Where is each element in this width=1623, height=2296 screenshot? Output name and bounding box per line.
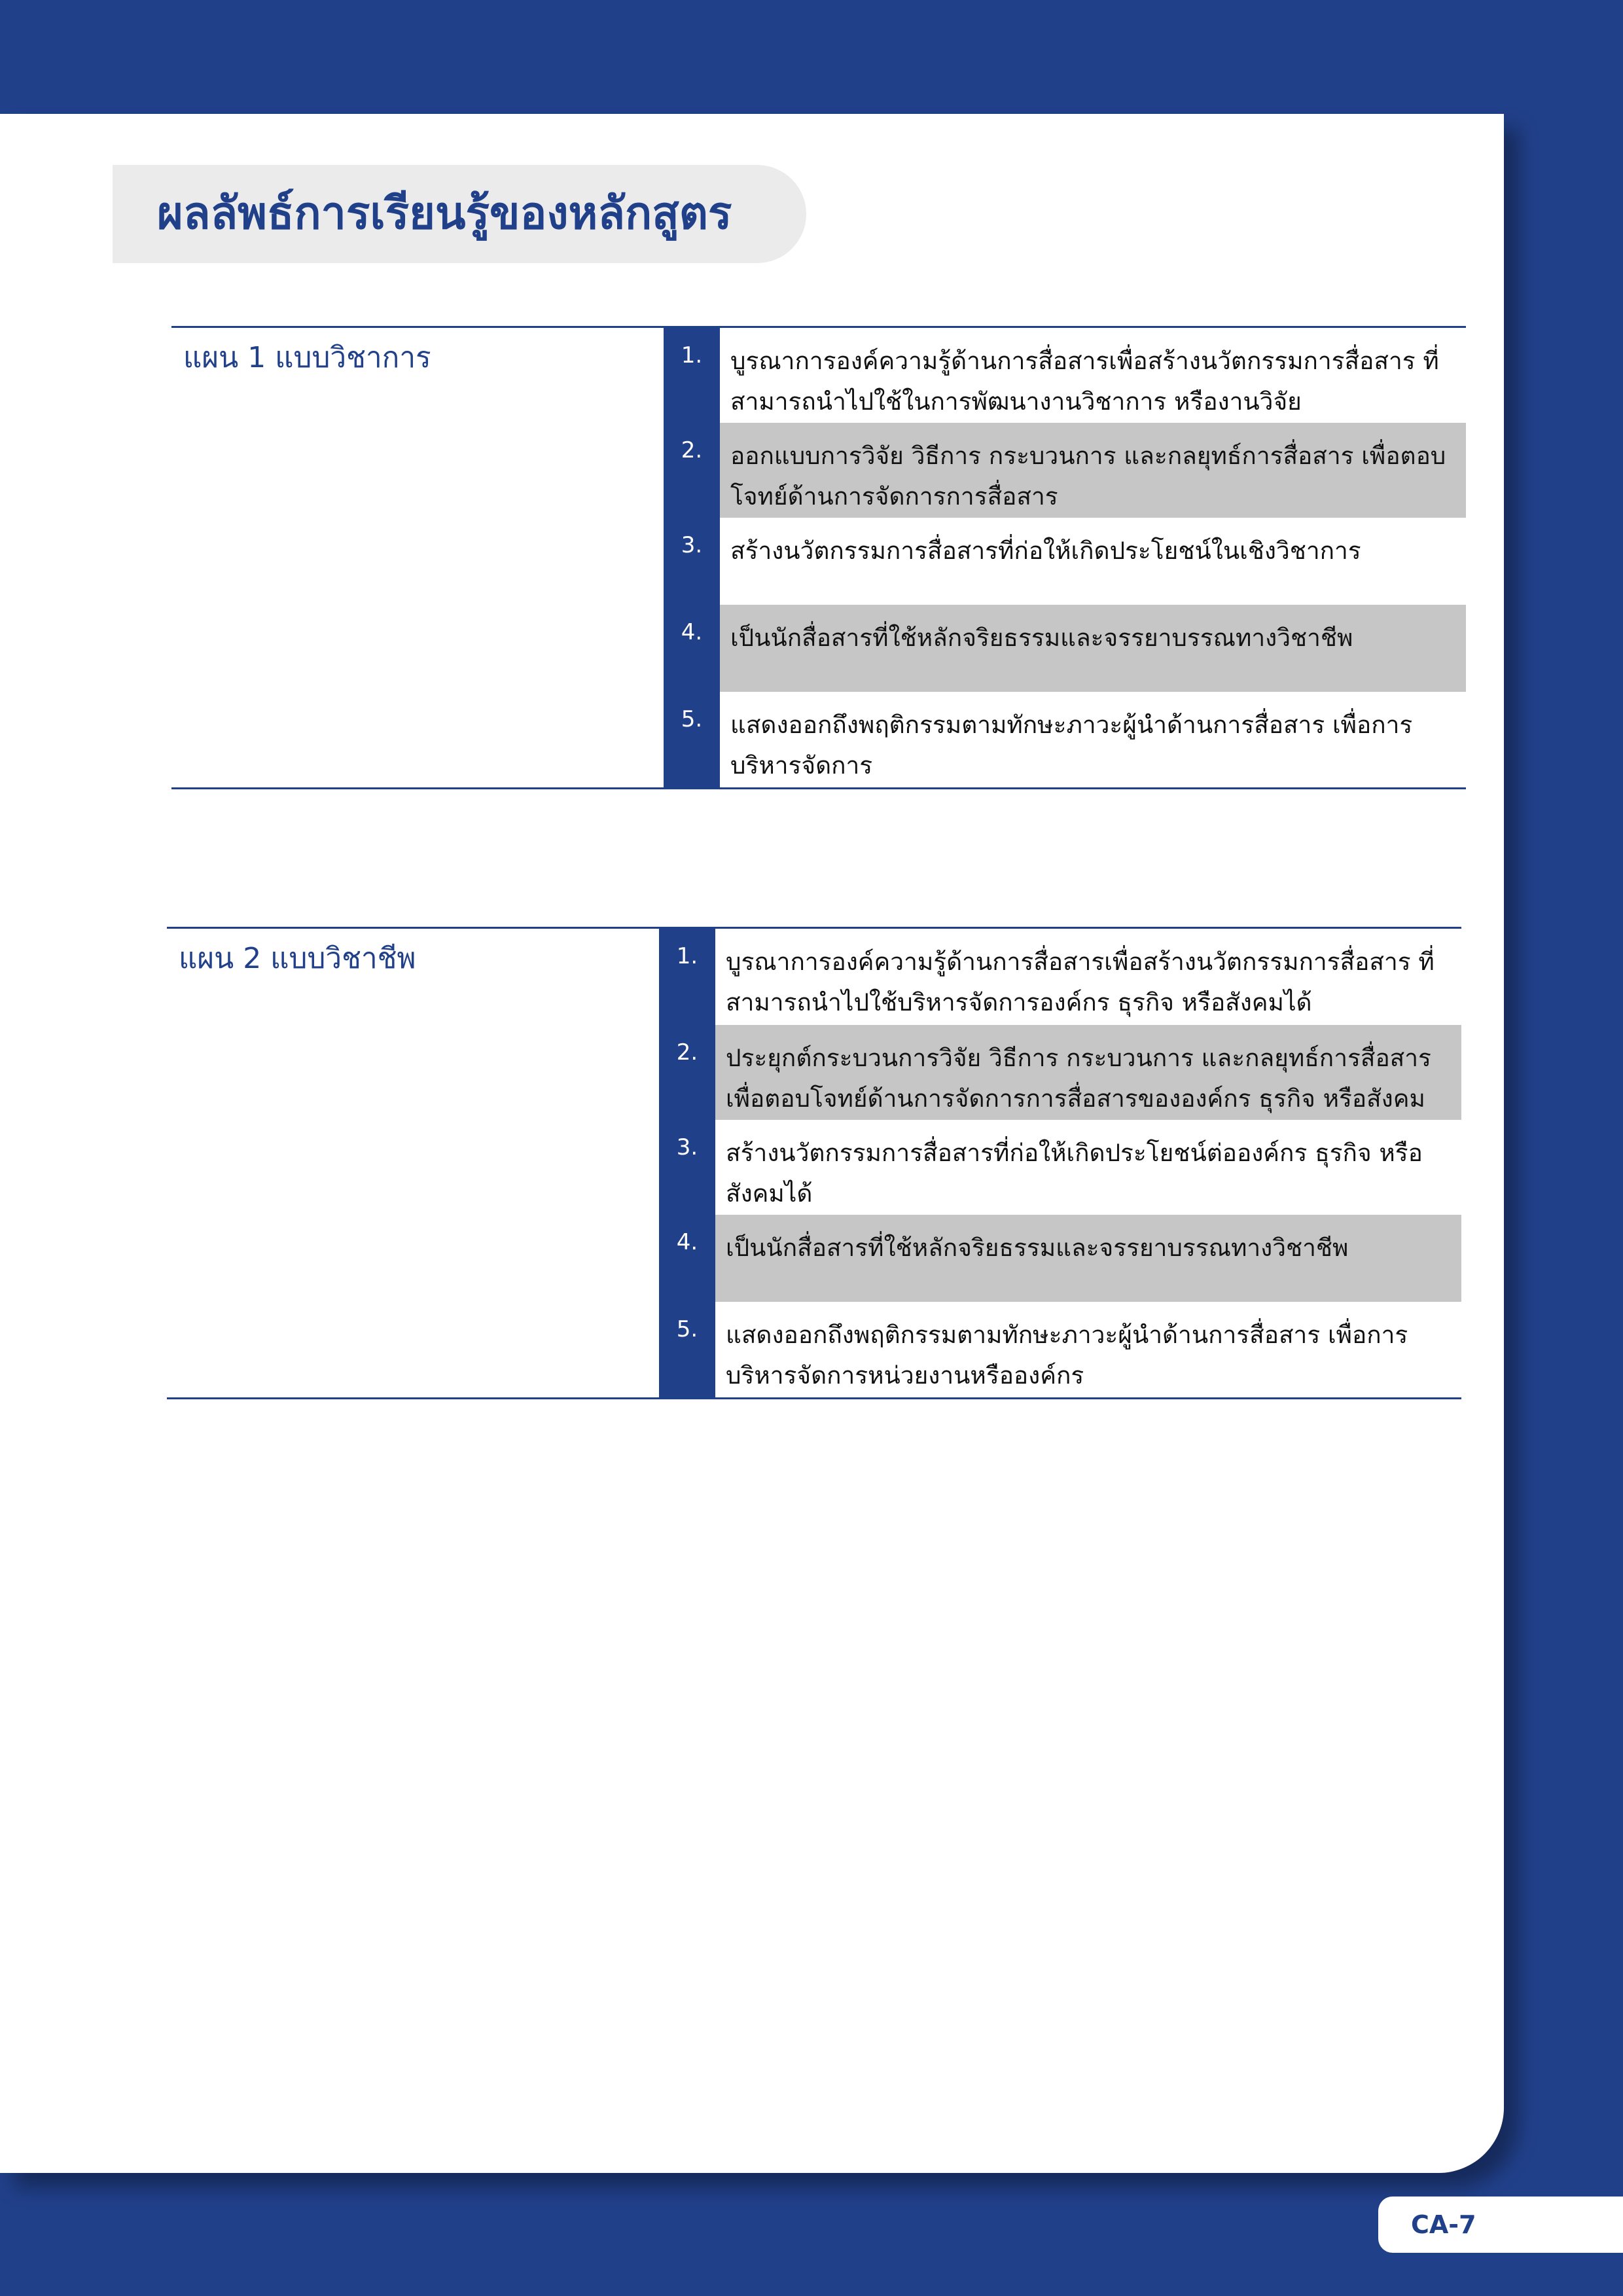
list-item (659, 1215, 1461, 1302)
item-number: 3. (676, 1134, 698, 1160)
item-text: แสดงออกถึงพฤติกรรมตามทักษะภาวะผู้นำด้านการสื่อสาร เพื่อการ บริหารจัดการหน่วยงานหรือองค์กร (726, 1321, 1408, 1390)
page-number: CA-7 (1411, 2210, 1476, 2239)
list-item (659, 1302, 1461, 1397)
item-text: สร้างนวัตกรรมการสื่อสารที่ก่อให้เกิดประโยชน์ในเชิงวิชาการ (730, 537, 1361, 565)
item-number: 1. (676, 943, 698, 969)
item-number: 5. (681, 706, 703, 732)
item-number: 2. (681, 437, 703, 463)
item-text: เป็นนักสื่อสารที่ใช้หลักจริยธรรมและจรรยาบรรณทางวิชาชีพ (720, 605, 1466, 692)
item-number: 5. (676, 1316, 698, 1342)
list-item (664, 518, 1466, 605)
item-text: บูรณาการองค์ความรู้ด้านการสื่อสารเพื่อสร้างนวัตกรรมการสื่อสาร ที่สามารถนำไปใช้บริหารจัดการองค์กร ธุรกิจ หรือสังคมได้ (726, 948, 1435, 1016)
item-text: ออกแบบการวิจัย วิธีการ กระบวนการ และกลยุทธ์การสื่อสาร เพื่อตอบโจทย์ด้านการจัดการการสื่อสาร (720, 423, 1466, 518)
list-item (659, 929, 1461, 1025)
item-text: บูรณาการองค์ความรู้ด้านการสื่อสารเพื่อสร้างนวัตกรรมการสื่อสาร ที่สามารถนำไปใช้ในการพัฒนางานวิชาการ หรืองานวิจัย (730, 347, 1439, 416)
list-item (664, 328, 1466, 423)
page-number-tab (1378, 2197, 1623, 2253)
plan-table-1 (171, 326, 1466, 789)
item-number: 4. (676, 1229, 698, 1255)
item-text: ประยุกต์กระบวนการวิจัย วิธีการ กระบวนการ และกลยุทธ์การสื่อสาร เพื่อตอบโจทย์ด้านการจัดการการสื่อสารขององค์กร ธุรกิจ หรือสังคม (715, 1025, 1461, 1120)
list-item (664, 692, 1466, 787)
item-text: สร้างนวัตกรรมการสื่อสารที่ก่อให้เกิดประโยชน์ต่อองค์กร ธุรกิจ หรือ สังคมได้ (726, 1139, 1423, 1208)
item-number: 2. (676, 1039, 698, 1066)
item-number: 4. (681, 619, 703, 645)
plan-table-2 (167, 927, 1461, 1399)
item-number: 1. (681, 342, 703, 368)
page-title: ผลลัพธ์การเรียนรู้ของหลักสูตร (157, 188, 732, 240)
list-item (664, 605, 1466, 692)
plan-label: แผน 2 แบบวิชาชีพ (179, 942, 416, 975)
item-text: เป็นนักสื่อสารที่ใช้หลักจริยธรรมและจรรยาบรรณทางวิชาชีพ (715, 1215, 1461, 1302)
title-banner (113, 165, 806, 263)
list-item (659, 1120, 1461, 1215)
item-text: แสดงออกถึงพฤติกรรมตามทักษะภาวะผู้นำด้านการสื่อสาร เพื่อการบริหารจัดการ (730, 711, 1413, 780)
item-number: 3. (681, 532, 703, 558)
plan-label: แผน 1 แบบวิชาการ (183, 341, 431, 374)
list-item (659, 1025, 1461, 1120)
list-item (664, 423, 1466, 518)
